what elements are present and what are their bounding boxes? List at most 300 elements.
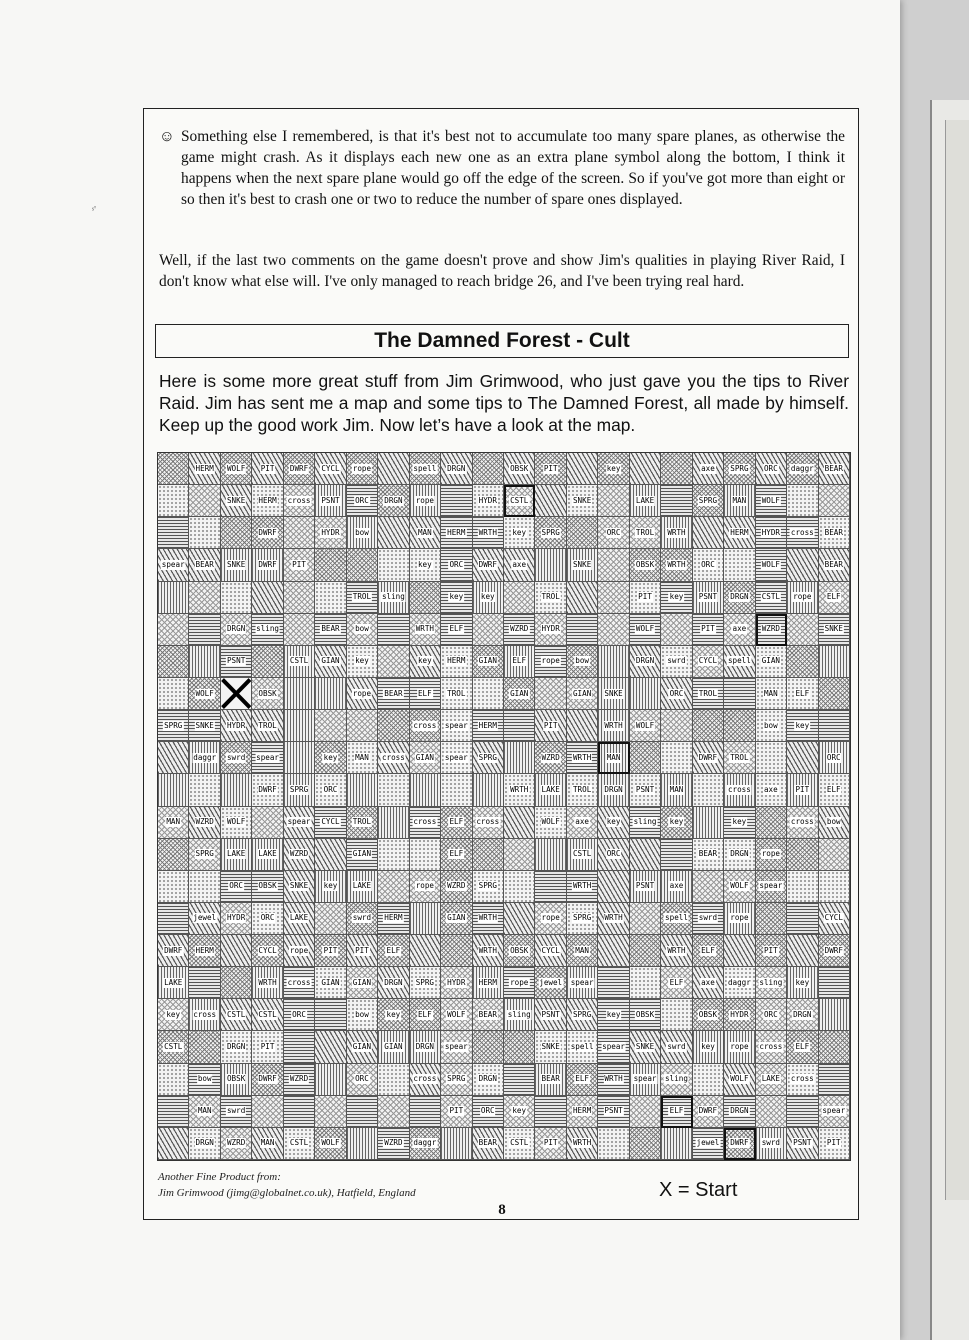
forest-map-grid — [157, 452, 851, 1161]
map-cell-label: ORC — [763, 463, 778, 473]
map-cell — [661, 614, 692, 646]
map-cell — [724, 582, 755, 614]
map-cell — [221, 582, 252, 614]
map-cell-label: CSTL — [510, 1138, 529, 1148]
map-cell — [189, 582, 220, 614]
map-cell-label: ELF — [575, 1074, 589, 1084]
map-cell-label: key — [795, 720, 810, 730]
map-cell — [787, 1064, 818, 1096]
map-cell — [252, 903, 283, 935]
map-cell — [504, 871, 535, 903]
map-cell — [598, 1128, 629, 1160]
map-cell-label: SNKE — [824, 624, 843, 634]
map-cell — [473, 903, 504, 935]
map-cell — [473, 774, 504, 806]
map-cell — [693, 582, 724, 614]
map-cell-label: spear — [444, 1042, 468, 1052]
map-cell — [158, 1096, 189, 1128]
map-cell — [661, 807, 692, 839]
map-cell — [189, 678, 220, 710]
map-cell — [221, 517, 252, 549]
map-cell — [787, 903, 818, 935]
map-cell-label: SNKE — [572, 559, 592, 569]
map-cell — [724, 1096, 755, 1128]
map-cell-label: DRGN — [226, 624, 246, 634]
map-cell-label: sling — [759, 977, 783, 987]
map-cell — [535, 774, 566, 806]
map-cell — [252, 935, 283, 967]
map-cell-label: BEAR — [321, 624, 340, 634]
map-cell — [567, 839, 598, 871]
map-cell — [567, 807, 598, 839]
map-cell — [756, 646, 787, 678]
map-cell — [158, 485, 189, 517]
comment-paragraph: Well, if the last two comments on the game doesn't prove and show Jim's qualities in playing River Raid, I don't know what else will. I've only managed to reach bridge 26, and I've been trying real hard. — [159, 252, 845, 290]
map-cell — [693, 710, 724, 742]
map-cell-label: HYDR — [730, 1009, 749, 1019]
map-cell — [724, 1064, 755, 1096]
map-cell — [756, 999, 787, 1031]
map-cell — [473, 614, 504, 646]
map-cell — [221, 549, 252, 581]
map-cell — [189, 517, 220, 549]
map-cell — [315, 485, 346, 517]
map-cell — [158, 903, 189, 935]
map-cell — [693, 1031, 724, 1063]
map-cell-label: axe — [763, 784, 778, 794]
map-cell — [158, 1031, 189, 1063]
map-cell-label: BEAR — [541, 1074, 560, 1084]
map-cell — [504, 807, 535, 839]
map-cell — [756, 935, 787, 967]
map-cell — [504, 935, 535, 967]
map-cell-label: key — [512, 527, 527, 537]
map-cell-label: GIAN — [478, 656, 497, 666]
map-cell-label: spear — [602, 1042, 626, 1052]
map-cell — [598, 967, 629, 999]
map-cell-label: swrd — [352, 913, 372, 923]
map-cell-label: key — [166, 1009, 181, 1019]
map-cell — [504, 999, 535, 1031]
map-cell — [441, 871, 472, 903]
map-cell — [347, 839, 378, 871]
map-cell-label: WRTH — [604, 720, 623, 730]
map-cell-label: HERM — [384, 913, 403, 923]
map-cell-label: WOLF — [541, 817, 560, 827]
map-cell-label: PIT — [543, 463, 558, 473]
map-cell — [221, 646, 252, 678]
map-cell-label: TROL — [447, 688, 466, 698]
credit-block — [158, 1169, 416, 1201]
map-cell — [756, 967, 787, 999]
map-cell — [284, 1064, 315, 1096]
map-cell-label: TROL — [352, 592, 372, 602]
map-cell-label: HYDR — [321, 527, 340, 537]
map-cell — [347, 678, 378, 710]
map-cell — [221, 839, 252, 871]
map-cell — [410, 1096, 441, 1128]
map-cell — [441, 646, 472, 678]
map-cell — [661, 710, 692, 742]
map-cell — [693, 903, 724, 935]
map-cell — [567, 1031, 598, 1063]
map-cell-label: OBSK — [698, 1009, 718, 1019]
map-cell — [378, 678, 409, 710]
map-cell — [756, 1128, 787, 1160]
map-cell — [441, 839, 472, 871]
map-cell-label: SPRG — [478, 752, 497, 762]
map-cell — [598, 935, 629, 967]
map-cell — [630, 999, 661, 1031]
map-cell-label: ORC — [229, 881, 243, 891]
map-cell — [284, 903, 315, 935]
map-cell-label: GIAN — [447, 913, 466, 923]
map-cell — [221, 710, 252, 742]
map-cell-label: LAKE — [164, 977, 183, 987]
map-cell — [661, 742, 692, 774]
map-cell — [567, 485, 598, 517]
map-cell-label: sling — [381, 592, 405, 602]
map-cell-label: HERM — [478, 977, 497, 987]
map-cell — [221, 935, 252, 967]
map-cell — [756, 774, 787, 806]
map-cell-label: WOLF — [730, 1074, 749, 1084]
map-cell-label: swrd — [226, 1106, 246, 1116]
next-page-inner-edge — [945, 120, 969, 1200]
map-cell — [535, 935, 566, 967]
map-cell-label: GIAN — [761, 656, 780, 666]
map-cell-label: key — [417, 656, 432, 666]
map-cell-label: TROL — [572, 784, 592, 794]
map-cell — [221, 614, 252, 646]
map-cell-label: WOLF — [635, 720, 655, 730]
map-cell-label: SNKE — [195, 720, 214, 730]
map-cell — [756, 453, 787, 485]
map-cell — [661, 517, 692, 549]
map-cell — [504, 839, 535, 871]
map-cell-label: cross — [287, 495, 311, 505]
map-cell — [724, 614, 755, 646]
map-cell — [819, 935, 850, 967]
map-cell — [630, 1128, 661, 1160]
map-cell — [756, 903, 787, 935]
map-cell-label: MAN — [197, 1106, 212, 1116]
map-cell-label: ORC — [355, 495, 369, 505]
map-cell — [410, 582, 441, 614]
map-cell-label: ORC — [449, 559, 464, 569]
map-cell — [378, 935, 409, 967]
map-cell-label: PIT — [260, 463, 275, 473]
map-cell — [189, 935, 220, 967]
map-cell-label: swrd — [226, 752, 246, 762]
credit-line-1: Another Fine Product from: — [158, 1171, 281, 1183]
map-cell — [756, 517, 787, 549]
map-cell — [819, 453, 850, 485]
map-cell — [787, 839, 818, 871]
map-cell-label: GIAN — [321, 656, 340, 666]
map-cell-label: spear — [444, 720, 468, 730]
map-cell-label: jewel — [539, 977, 563, 987]
map-cell-label: daggr — [193, 752, 217, 762]
map-cell-label: key — [417, 559, 432, 569]
map-cell — [535, 453, 566, 485]
map-cell-label: SPRG — [730, 463, 749, 473]
map-cell-label: TROL — [541, 592, 560, 602]
map-cell-label: MAN — [355, 752, 369, 762]
map-cell — [598, 999, 629, 1031]
map-cell-label: GIAN — [415, 752, 434, 762]
map-cell-label: ELF — [449, 849, 464, 859]
map-cell-label: bow — [355, 527, 369, 537]
map-cell-label: spell — [570, 1042, 594, 1052]
map-cell-label: WOLF — [761, 559, 780, 569]
map-cell-label: WZRD — [447, 881, 466, 891]
map-cell — [819, 517, 850, 549]
map-cell — [504, 549, 535, 581]
map-cell — [315, 646, 346, 678]
map-cell — [567, 967, 598, 999]
map-cell — [535, 742, 566, 774]
map-cell-label: cross — [413, 817, 437, 827]
map-cell — [787, 517, 818, 549]
map-cell — [598, 1064, 629, 1096]
map-cell — [567, 1096, 598, 1128]
map-cell — [189, 453, 220, 485]
map-cell-label: GIAN — [352, 1042, 372, 1052]
map-cell-label: bow — [826, 817, 841, 827]
map-cell-label: BEAR — [478, 1009, 497, 1019]
map-cell-label: key — [669, 592, 684, 602]
map-cell — [787, 967, 818, 999]
start-legend: X = Start — [659, 1179, 738, 1201]
map-cell — [504, 614, 535, 646]
map-cell — [378, 742, 409, 774]
map-cell-label: rope — [510, 977, 529, 987]
map-cell-label: SNKE — [572, 495, 592, 505]
map-cell — [347, 582, 378, 614]
map-cell-label: bow — [575, 656, 589, 666]
map-cell-label: MAN — [763, 688, 778, 698]
map-cell — [535, 710, 566, 742]
map-cell — [189, 1064, 220, 1096]
map-cell-label: TROL — [698, 688, 718, 698]
map-cell-label: OBSK — [635, 559, 655, 569]
map-cell — [347, 935, 378, 967]
map-cell — [158, 774, 189, 806]
map-cell-label: swrd — [667, 656, 686, 666]
map-cell-label: CSTL — [258, 1009, 277, 1019]
map-cell — [756, 807, 787, 839]
map-cell — [756, 678, 787, 710]
map-cell-label: ELF — [417, 1009, 432, 1019]
map-cell-label: WRTH — [572, 881, 592, 891]
map-cell — [504, 646, 535, 678]
map-cell-label: rope — [761, 849, 780, 859]
map-cell — [819, 710, 850, 742]
map-cell-label: OBSK — [510, 945, 529, 955]
map-cell — [441, 903, 472, 935]
map-cell-label: PIT — [323, 945, 338, 955]
map-cell — [315, 999, 346, 1031]
map-cell-label: WOLF — [226, 817, 246, 827]
map-cell — [756, 582, 787, 614]
map-cell — [504, 485, 535, 517]
map-cell — [158, 614, 189, 646]
map-cell-label: WZRD — [541, 752, 560, 762]
map-cell — [158, 967, 189, 999]
map-cell — [378, 453, 409, 485]
map-cell-label: WRTH — [667, 527, 686, 537]
map-cell — [598, 807, 629, 839]
map-cell — [756, 710, 787, 742]
map-cell — [787, 710, 818, 742]
map-cell-label: HERM — [195, 463, 214, 473]
map-cell — [410, 967, 441, 999]
map-cell — [630, 453, 661, 485]
map-cell — [315, 1096, 346, 1128]
map-cell — [221, 967, 252, 999]
map-cell-label: ORC — [669, 688, 684, 698]
map-cell — [598, 678, 629, 710]
map-cell — [284, 774, 315, 806]
map-cell — [189, 1031, 220, 1063]
map-cell — [504, 453, 535, 485]
map-cell — [630, 967, 661, 999]
map-cell — [252, 999, 283, 1031]
map-cell-label: HERM — [447, 656, 466, 666]
map-cell — [724, 1031, 755, 1063]
map-cell-label: HERM — [195, 945, 214, 955]
map-cell — [252, 742, 283, 774]
map-cell — [724, 485, 755, 517]
map-cell-label: ELF — [449, 624, 464, 634]
map-cell — [347, 967, 378, 999]
map-cell-label: LAKE — [541, 784, 560, 794]
map-cell — [535, 485, 566, 517]
map-cell — [756, 742, 787, 774]
map-cell — [661, 839, 692, 871]
map-cell — [315, 549, 346, 581]
section-heading: The Damned Forest - Cult — [155, 324, 849, 358]
map-cell-label: key — [669, 817, 684, 827]
map-cell — [284, 742, 315, 774]
map-cell-label: PSNT — [226, 656, 246, 666]
map-cell-label: ORC — [292, 1009, 306, 1019]
map-cell-label: GIAN — [510, 688, 529, 698]
map-cell — [598, 742, 629, 774]
map-cell — [378, 485, 409, 517]
map-cell-label: BEAR — [824, 559, 843, 569]
map-cell — [284, 999, 315, 1031]
map-cell-label: MAN — [732, 495, 747, 505]
map-cell — [693, 485, 724, 517]
map-cell — [378, 871, 409, 903]
map-cell — [819, 807, 850, 839]
map-cell — [410, 999, 441, 1031]
map-cell — [378, 1064, 409, 1096]
map-cell — [284, 453, 315, 485]
map-cell — [347, 549, 378, 581]
map-cell — [158, 453, 189, 485]
map-cell — [473, 839, 504, 871]
map-cell — [661, 1031, 692, 1063]
map-cell-label: LAKE — [352, 881, 372, 891]
map-cell — [441, 485, 472, 517]
map-cell-label: PIT — [543, 720, 558, 730]
map-cell-label: BEAR — [824, 463, 843, 473]
map-cell-label: WRTH — [572, 1138, 592, 1148]
map-cell-label: SNKE — [635, 1042, 655, 1052]
map-cell-label: WOLF — [730, 881, 749, 891]
map-cell-label: key — [795, 977, 810, 987]
map-cell — [535, 1031, 566, 1063]
map-cell — [567, 517, 598, 549]
map-cell — [410, 1031, 441, 1063]
map-cell — [504, 903, 535, 935]
map-cell — [661, 549, 692, 581]
map-cell — [441, 967, 472, 999]
map-cell — [189, 967, 220, 999]
map-cell — [189, 614, 220, 646]
map-cell-label: BEAR — [698, 849, 718, 859]
map-cell-label: key — [323, 881, 338, 891]
map-cell — [661, 774, 692, 806]
map-cell — [441, 1096, 472, 1128]
map-cell-label: cross — [790, 1074, 814, 1084]
map-cell — [315, 1031, 346, 1063]
map-cell — [315, 839, 346, 871]
map-cell — [693, 549, 724, 581]
map-cell-label: DWRF — [258, 784, 277, 794]
map-cell — [410, 549, 441, 581]
map-cell — [378, 839, 409, 871]
map-cell — [567, 678, 598, 710]
map-cell — [315, 935, 346, 967]
map-cell — [661, 582, 692, 614]
map-cell — [410, 710, 441, 742]
map-cell-label: ELF — [795, 1042, 810, 1052]
map-cell-label: LAKE — [761, 1074, 780, 1084]
map-cell — [347, 1064, 378, 1096]
map-cell — [787, 871, 818, 903]
map-cell — [410, 485, 441, 517]
map-cell — [504, 1128, 535, 1160]
map-cell-label: DWRF — [730, 1138, 749, 1148]
map-cell — [284, 807, 315, 839]
map-cell — [535, 1064, 566, 1096]
map-cell — [504, 1031, 535, 1063]
map-cell — [661, 967, 692, 999]
map-cell — [567, 871, 598, 903]
map-cell — [158, 678, 189, 710]
map-cell — [284, 1128, 315, 1160]
map-cell — [787, 614, 818, 646]
map-cell — [787, 549, 818, 581]
smiley-icon: ☺ — [159, 128, 175, 145]
map-cell — [535, 967, 566, 999]
map-cell — [567, 549, 598, 581]
map-cell-label: PIT — [449, 1106, 464, 1116]
map-cell-label: HYDR — [478, 495, 497, 505]
map-cell — [189, 1096, 220, 1128]
map-cell — [535, 1128, 566, 1160]
map-cell — [567, 774, 598, 806]
map-cell-label: DRGN — [730, 849, 749, 859]
map-cell-label: SPRG — [195, 849, 214, 859]
map-cell — [252, 1128, 283, 1160]
map-cell — [221, 999, 252, 1031]
map-cell — [284, 967, 315, 999]
